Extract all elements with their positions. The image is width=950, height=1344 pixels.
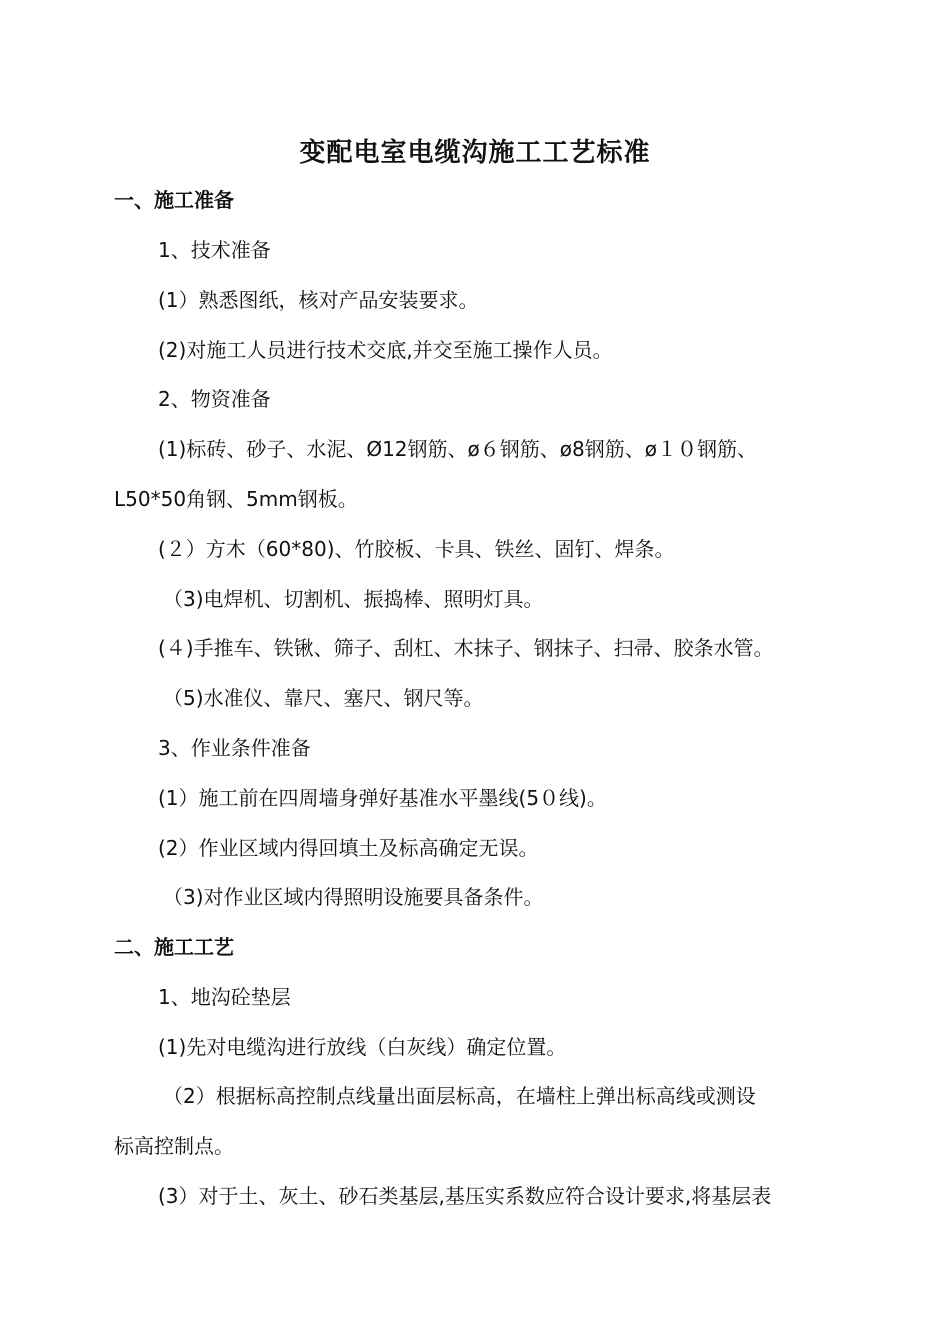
paragraph-line: (４)手推车、铁锹、筛子、刮杠、木抹子、钢抹子、扫帚、胶条水管。 (158, 636, 774, 660)
subsection-heading: 2、物资准备 (158, 387, 271, 411)
paragraph-line: （3)电焊机、切割机、振捣棒、照明灯具。 (163, 587, 544, 611)
document-title: 变配电室电缆沟施工工艺标准 (299, 138, 651, 168)
paragraph-line: 标高控制点。 (114, 1134, 234, 1158)
subsection-heading: 3、作业条件准备 (158, 736, 311, 760)
paragraph-line: (２）方木（60*80)、竹胶板、卡具、铁丝、固钉、焊条。 (158, 537, 675, 561)
paragraph-line: (2）作业区域内得回填土及标高确定无误。 (158, 836, 539, 860)
paragraph-line: （5)水准仪、靠尺、塞尺、钢尺等。 (163, 686, 484, 710)
paragraph-line: (1)标砖、砂子、水泥、Ø12钢筋、ø６钢筋、ø8钢筋、ø１０钢筋、 (158, 437, 757, 461)
paragraph-line: (1）施工前在四周墙身弹好基准水平墨线(5０线)。 (158, 786, 607, 810)
paragraph-line: (1）熟悉图纸，核对产品安装要求。 (158, 288, 479, 312)
paragraph-line: (1)先对电缆沟进行放线（白灰线）确定位置。 (158, 1035, 567, 1059)
subsection-heading: 1、技术准备 (158, 238, 271, 262)
paragraph-line: （3)对作业区域内得照明设施要具备条件。 (163, 885, 544, 909)
subsection-heading: 1、地沟砼垫层 (158, 985, 291, 1009)
section-heading-1: 一、施工准备 (114, 188, 234, 212)
paragraph-line: （2）根据标高控制点线量出面层标高，在墙柱上弹出标高线或测设 (163, 1084, 756, 1108)
paragraph-line: (2)对施工人员进行技术交底,并交至施工操作人员。 (158, 338, 613, 362)
paragraph-line: L50*50角钢、5mm钢板。 (114, 487, 358, 511)
section-heading-2: 二、施工工艺 (114, 935, 234, 959)
paragraph-line: (3）对于土、灰土、砂石类基层,基压实系数应符合设计要求,将基层表 (158, 1184, 772, 1208)
